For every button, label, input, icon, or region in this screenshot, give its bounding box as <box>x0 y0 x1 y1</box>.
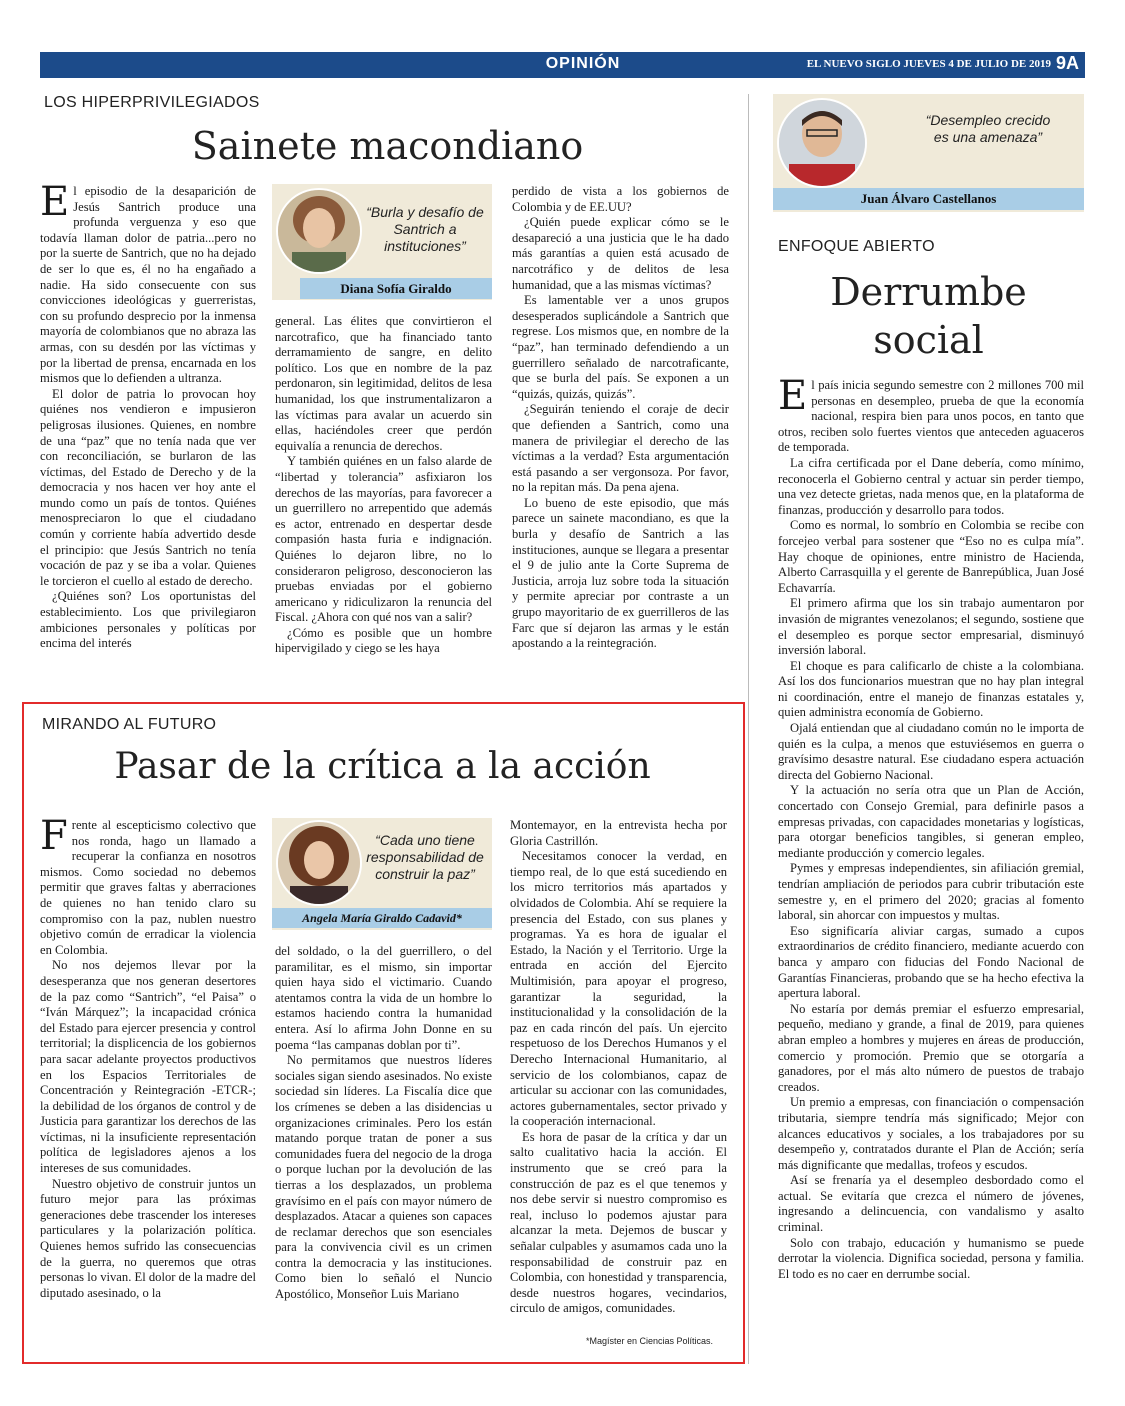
paragraph: l episodio de la desaparición de Jesús Santrich produce una profunda verguenza y eso que todavía llaman dolor de patria...pero no por la suerte de Santrich, que no ha dejado de ser lo que es, él no ha engañado a nadie. Ha sido consecuente con sus convicciones ideológicas y guerreristas, con su profundo desprecio por la inmensa mayoría de colombianos que no abraza las armas, con su desdén por las víctimas y por la libertad de prensa, encarnada en los mismos que lo defienden a ultranza. <box>40 184 256 386</box>
paragraph: Y también quiénes en un falso alarde de “libertad y tolerancia” asfixiaron los derechos de las mayorías, para favorecer a un guerrillero no arrepentido que además es actor, entrenado en despertar desde compasión hasta furia e indignación. Quiénes lo dejaron libre, no lo consideraron peligroso, desconocieron las pruebas enviadas por el gobierno americano y ridiculizaron la renuncia del Fiscal. ¿Ahora con qué nos van a salir? <box>275 454 492 625</box>
article3-kicker: ENFOQUE ABIERTO <box>778 238 935 255</box>
paragraph: general. Las élites que convirtieron el narcotrafico, que ha financiado tanto derramamiento de sangre, en delito político. Los que en nombre de la paz perdonaron, sin legitimidad, delitos de lesa humanidad, los que instrumentalizaron a las víctimas para avalar un acuerdo sin ellas, haciéndoles creer que perdón equivalía a renuncia de derechos. <box>275 314 492 453</box>
paragraph: Pymes y empresas independientes, sin afiliación gremial, tendrían ampliación de periodos para cubrir tributación este semestre y, en el primero del 2020; gracias al fomento laboral, sin ahorcar con impuestos y multas. <box>778 861 1084 923</box>
paragraph: Así se frenaría ya el desempleo desbordado como el actual. Se evitaría que crezca el número de jóvenes, ingresando a delincuencia, con vandalismo y asalto criminal. <box>778 1173 1084 1235</box>
paragraph: Nuestro objetivo de construir juntos un futuro mejor para las próximas generaciones debe trascender los intereses particulares y la polarización política. Quienes hemos sufrido las consecuencias de la guerra, no queremos que otras personas lo vivan. El dolor de la madre del diputado asesinado, o la <box>40 1176 256 1300</box>
author-photo <box>276 820 362 906</box>
article3-title <box>773 268 1084 364</box>
paragraph: del soldado, o la del guerrillero, o del paramilitar, es el mismo, sin importar quien haya sido el victimario. Cuando atentamos contra la vida de un hombre lo estamos haciendo contra la humanidad entera. Así lo afirma John Donne en su poema “las campanas doblan por ti”. <box>275 944 492 1052</box>
paragraph: Necesitamos conocer la verdad, en tiempo real, de lo que está sucediendo en los micro territorios más apartados y olvidados de Colombia. Ahí se requiere la presencia del Estado, con sus planes y programas. Ya es hora de igualar el Estado, la Nación y el Territorio. Urge la entrada en acción del Ejercito Multimisión, para apoyar el progreso, garantizar la seguridad, la institucionalidad y la consolidación de la paz en cada rincón del país. Un ejercito respetuoso de los Derechos Humanos y el Derecho Internacional Humanitario, al servicio de los colombianos, capaz de articular su accionar con las comunidades, actores gubernamentales, sector privado y la cooperación internacional. <box>510 849 727 1129</box>
drop-cap: F <box>40 818 68 859</box>
author-name: Angela María Giraldo Cadavid* <box>272 908 492 928</box>
drop-cap: E <box>40 184 70 225</box>
author-box <box>272 184 492 300</box>
author-photo <box>777 98 867 188</box>
paragraph: Montemayor, en la entrevista hecha por Gloria Castrillón. <box>510 818 727 848</box>
article2-title: Pasar de la crítica a la acción <box>114 746 651 787</box>
paragraph: Lo bueno de este episodio, que más parece un sainete macondiano, es que la burla y desafío de Santrich a las instituciones, aunque se llegara a presentar el 9 de julio ante la Corte Suprema de Justicia, arroja luz sobre toda la situación y permite apreciar por contraste a un grupo mayoritario de ex guerrilleros de las Farc que sí dejaron las armas y le están apostando a la reintegración. <box>512 495 729 651</box>
pull-quote: “Burla y desafío de Santrich a instituciones” <box>366 204 484 254</box>
article1-column-1 <box>40 184 256 684</box>
title-line: social <box>873 318 984 362</box>
paragraph: No nos dejemos llevar por la desesperanza que nos generan desertores de la paz como “Santrich”, “el Paisa” o “Iván Márquez”; la incapacidad crónica del Estado para ejercer presencia y control territorial; la displicencia de los gobiernos para sacar adelante proyectos productivos en los Espacios Territoriales de Concentración y Reintegración -ETCR-; la debilidad de los órganos de control y de Justicia para garantizar los derechos de las víctimas, ni la insuficiente representación política de legisladores ajenos a los intereses de sus comunidades. <box>40 958 256 1176</box>
paragraph: El primero afirma que los sin trabajo aumentaron por invasión de migrantes venezolanos; el segundo, sostiene que el desempleo es porque sector empresarial, disminuyó inversión laboral. <box>778 596 1084 658</box>
paragraph: rente al escepticismo colectivo que nos ronda, hago un llamado a recuperar la confianza en nosotros mismos. Como sociedad no debemos permitir que graves faltas y aberraciones de quienes no han tenido claro su compromiso con la paz, nublen nuestro objetivo común de erradicar la violencia en Colombia. <box>40 818 256 957</box>
title-line: Derrumbe <box>830 270 1027 314</box>
paragraph: ¿Seguirán teniendo el coraje de decir que defienden a Santrich, como una manera de privilegiar el derecho de las víctimas a la verdad? Esta argumentación está pasando a ser vergonsoza. Por favor, no la repitan más. Da pena ajena. <box>512 402 729 495</box>
article1-column-3 <box>512 184 729 684</box>
author-photo <box>276 188 362 274</box>
article2-column-3 <box>510 818 727 1333</box>
newspaper-date: EL NUEVO SIGLO JUEVES 4 DE JULIO DE 2019 <box>806 58 1051 70</box>
page-number: 9A <box>1055 53 1079 73</box>
article3-body <box>778 378 1084 1353</box>
paragraph: perdido de vista a los gobiernos de Colombia y de EE.UU? <box>512 184 729 214</box>
column-divider <box>748 94 749 1364</box>
author-name: Diana Sofía Giraldo <box>300 278 492 299</box>
paragraph: Y la actuación no sería otra que un Plan de Acción, concertado con Consejo Gremial, para definirle pasos a empresas privadas, con capacidades monetarias y logísticas, para otorgar beneficios tangibles, si generan empleo, mediante producción y comercio legales. <box>778 783 1084 860</box>
footnote: *Magíster en Ciencias Políticas. <box>586 1336 714 1346</box>
article1-column-2 <box>275 314 492 684</box>
paragraph: Es lamentable ver a unos grupos desesperados suplicándole a Santrich que regrese. Los mismos que, en nombre de la “paz”, han terminado defendiendo a un guerrillero señalado de narcotraficante, que se burla del país. Se exponen a un “quizás, quizás, quizás”. <box>512 293 729 401</box>
paragraph: Eso significaría aliviar cargas, sumado a cupos extraordinarios de crédito financiero, mediante acuerdo con banca y amparo con fiducias del Fondo Nacional de Garantías Financieras, probando que se ha hecho efectiva la apertura laboral. <box>778 923 1084 1001</box>
article1-kicker: LOS HIPERPRIVILEGIADOS <box>44 94 260 111</box>
paragraph: No estaría por demás premiar el esfuerzo empresarial, pequeño, mediano y grande, a final de 2019, para quienes abran empleo a hombres y mujeres en áreas de producción, comercio y promoción. Premio que se otorgaría a ganadores, por el más alto número de puestos de trabajo creados. <box>778 1001 1084 1094</box>
paragraph: Como es normal, lo sombrío en Colombia se recibe con forcejeo verbal para sostener que “Eso no es culpa mía”. Hay choque de opiniones, entre ministro de Hacienda, Alberto Carrasquilla y el gerente de Banrepública, Juan José Echavarría. <box>778 518 1084 595</box>
article2-column-1 <box>40 818 256 1350</box>
pull-quote: “Desempleo crecido es una amenaza” <box>925 112 1051 145</box>
article1-title: Sainete macondiano <box>191 124 584 168</box>
pull-quote: “Cada uno tiene responsabilidad de construir la paz” <box>366 832 484 882</box>
author-box <box>272 818 492 930</box>
paragraph: Es hora de pasar de la crítica y dar un salto cualitativo hacia la acción. El instrumento que se creó para la construcción de paz es el que tenemos y nos debe servir si nuestro compromiso es real, incluso lo podemos ajustar para alcanzar la meta. Dejemos de buscar y señalar culpables y asumamos cada uno la responsabilidad de construir paz en Colombia, con honestidad y transparencia, desde nuestros hogares, vecindarios, circulo de amigos, comunidades. <box>510 1129 727 1316</box>
article2-column-2 <box>275 944 492 1350</box>
paragraph: El dolor de patria lo provocan hoy quiénes nos vendieron e impusieron peligrosas ilusiones. Quienes, en nombre de una “paz” que no tenía nada que ver con reconciliación, se burlaron de las víctimas, del Estado de Derecho y de la democracia y nos hacen ver hoy ante el mundo como un país de tontos. Quiénes menospreciaron lo que el ciudadano común y corriente había advertido desde el principio: que Jesús Santrich no tenía vocación de paz y se iba a volar. Quienes le torcieron el cuello al estado de derecho. <box>40 386 256 588</box>
paragraph: ¿Cómo es posible que un hombre hipervigilado y ciego se les haya <box>275 625 492 656</box>
paragraph: No permitamos que nuestros líderes sociales sigan siendo asesinados. No existe sociedad sin líderes. La Fiscalía dice que los crímenes se deben a las disidencias u organizaciones criminales. Pero los están matando porque tratan de poner a sus comunidades fuera del negocio de la droga o porque luchan por la devolución de las tierras a los desplazados, un problema gravísimo en el país con mayor número de desplazados. Atacar a quienes son capaces de reclamar derechos que son esenciales para la convivencia civil es un crimen contra la democracia y las instituciones. Como bien lo señaló el Nuncio Apostólico, Monseñor Luis Mariano <box>275 1053 492 1302</box>
paragraph: Ojalá entiendan que al ciudadano común no le importa de quién es la culpa, a menos que estuviésemos en guerra o gravísimo desastre natural. Ese ciudadano espera actuación directa del Gobierno Nacional. <box>778 721 1084 782</box>
author-box <box>773 94 1084 212</box>
paragraph: La cifra certificada por el Dane debería, como mínimo, reconocerla el Gobierno central y actuar sin perder tiempo, una vez detecte grietas, nada menos que, en la plataforma de finanzas, producción y desarrollo para todos. <box>778 455 1084 517</box>
paragraph: ¿Quién puede explicar cómo se le desapareció a una justicia que le ha dado más garantías a quien está acusado de narcotráfico y de delitos de lesa humanidad, que a las mismas víctimas? <box>512 215 729 292</box>
paragraph: Un premio a empresas, con financiación o compensación tributaria, siempre tendría más significado; Mejor con alcances educativos y sociales, a los trabajadores por su desempeño y, contratados durante el Plan de Acción; sería más dignificante que medallas, trofeos y escudos. <box>778 1095 1084 1172</box>
paragraph: l país inicia segundo semestre con 2 millones 700 mil personas en desempleo, prueba de que la economía nacional, respira bien para unos pocos, en tanto que otros, reciben solo fuertes vientos que anteceden aguaceros de temporada. <box>778 378 1084 455</box>
section-name: OPINIÓN <box>545 55 621 72</box>
drop-cap: E <box>778 378 808 419</box>
paragraph: El choque es para calificarlo de chiste a la colombiana. Así los dos funcionarios muestran que no hay plan integral ni coordinación, entre el manejo de finanzas estatales y, quien administra economía de Gobierno. <box>778 658 1084 720</box>
page-header-bar <box>40 52 1085 78</box>
article2-kicker: MIRANDO AL FUTURO <box>42 716 217 733</box>
author-name: Juan Álvaro Castellanos <box>773 188 1084 210</box>
paragraph: Solo con trabajo, educación y humanismo se puede derrotar la violencia. Dignifica sociedad, persona y familia. El todo es no caer en derrumbe social. <box>778 1235 1084 1281</box>
paragraph: ¿Quiénes son? Los oportunistas del establecimiento. Los que privilegiaron ambiciones personales y políticas por encima del interés <box>40 589 256 651</box>
